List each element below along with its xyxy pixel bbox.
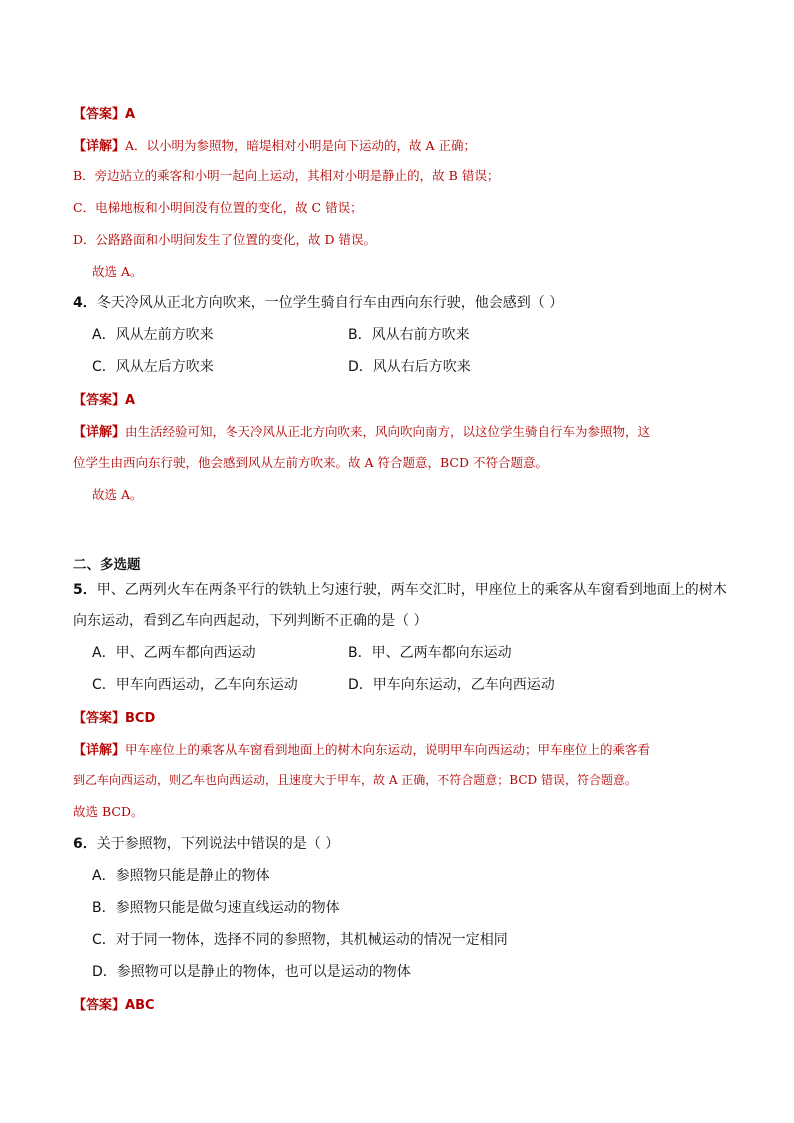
question-6	[73, 833, 339, 853]
option-b: B．风从右前方吹来	[348, 327, 470, 343]
answer-label: 【答案】	[73, 998, 126, 1013]
option-a: A．风从左前方吹来	[92, 327, 214, 343]
answer-value: A	[125, 107, 136, 122]
detail-text: 由生活经验可知，冬天冷风从正北方向吹来，风向吹向南方，以这位学生骑自行车为参照物，这	[125, 424, 651, 439]
option-c: C．风从左后方吹来	[92, 359, 214, 375]
option-a: A．参照物只能是静止的物体	[92, 868, 270, 884]
answer-line-q5	[73, 707, 155, 726]
detail-label: 【详解】	[73, 425, 126, 440]
detail-line: B．旁边站立的乘客和小明一起向上运动，其相对小明是静止的，故 B 错误；	[73, 168, 500, 183]
answer-label: 【答案】	[73, 107, 126, 122]
detail-line	[73, 135, 476, 154]
detail-text: A．以小明为参照物，暗堤相对小明是向下运动的，故 A 正确；	[125, 138, 477, 153]
detail-label: 【详解】	[73, 743, 126, 758]
option-a: A．甲、乙两车都向西运动	[92, 645, 256, 661]
question-number: 4．	[73, 295, 97, 311]
question-number: 5．	[73, 582, 97, 598]
detail-label: 【详解】	[73, 139, 126, 154]
answer-line-q4	[73, 389, 135, 408]
question-4	[73, 292, 563, 312]
question-5	[73, 579, 727, 599]
detail-line: D．公路路面和小明间发生了位置的变化，故 D 错误。	[73, 232, 376, 247]
question-text: 冬天冷风从正北方向吹来，一位学生骑自行车由西向东行驶，他会感到（ ）	[96, 295, 564, 311]
answer-value: BCD	[125, 711, 156, 726]
conclusion: 故选 BCD。	[73, 804, 144, 819]
option-d: D．参照物可以是静止的物体，也可以是运动的物体	[92, 964, 411, 980]
question-text: 甲、乙两列火车在两条平行的铁轨上匀速行驶，两车交汇时，甲座位上的乘客从车窗看到地面上的树木	[96, 582, 727, 598]
question-text: 关于参照物，下列说法中错误的是（ ）	[96, 836, 340, 852]
option-d: D．甲车向东运动，乙车向西运动	[348, 677, 555, 693]
detail-text: 甲车座位上的乘客从车窗看到地面上的树木向东运动，说明甲车向西运动；甲车座位上的乘客看	[125, 742, 651, 757]
detail-line: 到乙车向西运动，则乙车也向西运动，且速度大于甲车，故 A 正确，不符合题意；BCD 错误，符合题意。	[73, 773, 637, 787]
section-title: 二、多选题	[73, 557, 141, 573]
answer-line-q6	[73, 994, 155, 1013]
conclusion: 故选 A。	[92, 264, 143, 279]
conclusion: 故选 A。	[92, 487, 143, 502]
option-d: D．风从右后方吹来	[348, 359, 471, 375]
detail-line	[73, 739, 650, 758]
answer-label: 【答案】	[73, 393, 126, 408]
option-c: C．甲车向西运动，乙车向东运动	[92, 677, 298, 693]
answer-value: A	[125, 393, 136, 408]
detail-line: 位学生由西向东行驶，他会感到风从左前方吹来。故 A 符合题意，BCD 不符合题意。	[73, 455, 548, 470]
option-b: B．甲、乙两车都向东运动	[348, 645, 512, 661]
option-c: C．对于同一物体，选择不同的参照物，其机械运动的情况一定相同	[92, 932, 508, 948]
answer-line-q3	[73, 103, 135, 122]
answer-value: ABC	[125, 998, 155, 1013]
detail-line	[73, 421, 650, 440]
answer-label: 【答案】	[73, 711, 126, 726]
detail-line: C．电梯地板和小明间没有位置的变化，故 C 错误；	[73, 200, 363, 215]
option-b: B．参照物只能是做匀速直线运动的物体	[92, 900, 340, 916]
question-number: 6．	[73, 836, 97, 852]
question-text-cont: 向东运动，看到乙车向西起动，下列判断不正确的是（ ）	[73, 613, 428, 629]
